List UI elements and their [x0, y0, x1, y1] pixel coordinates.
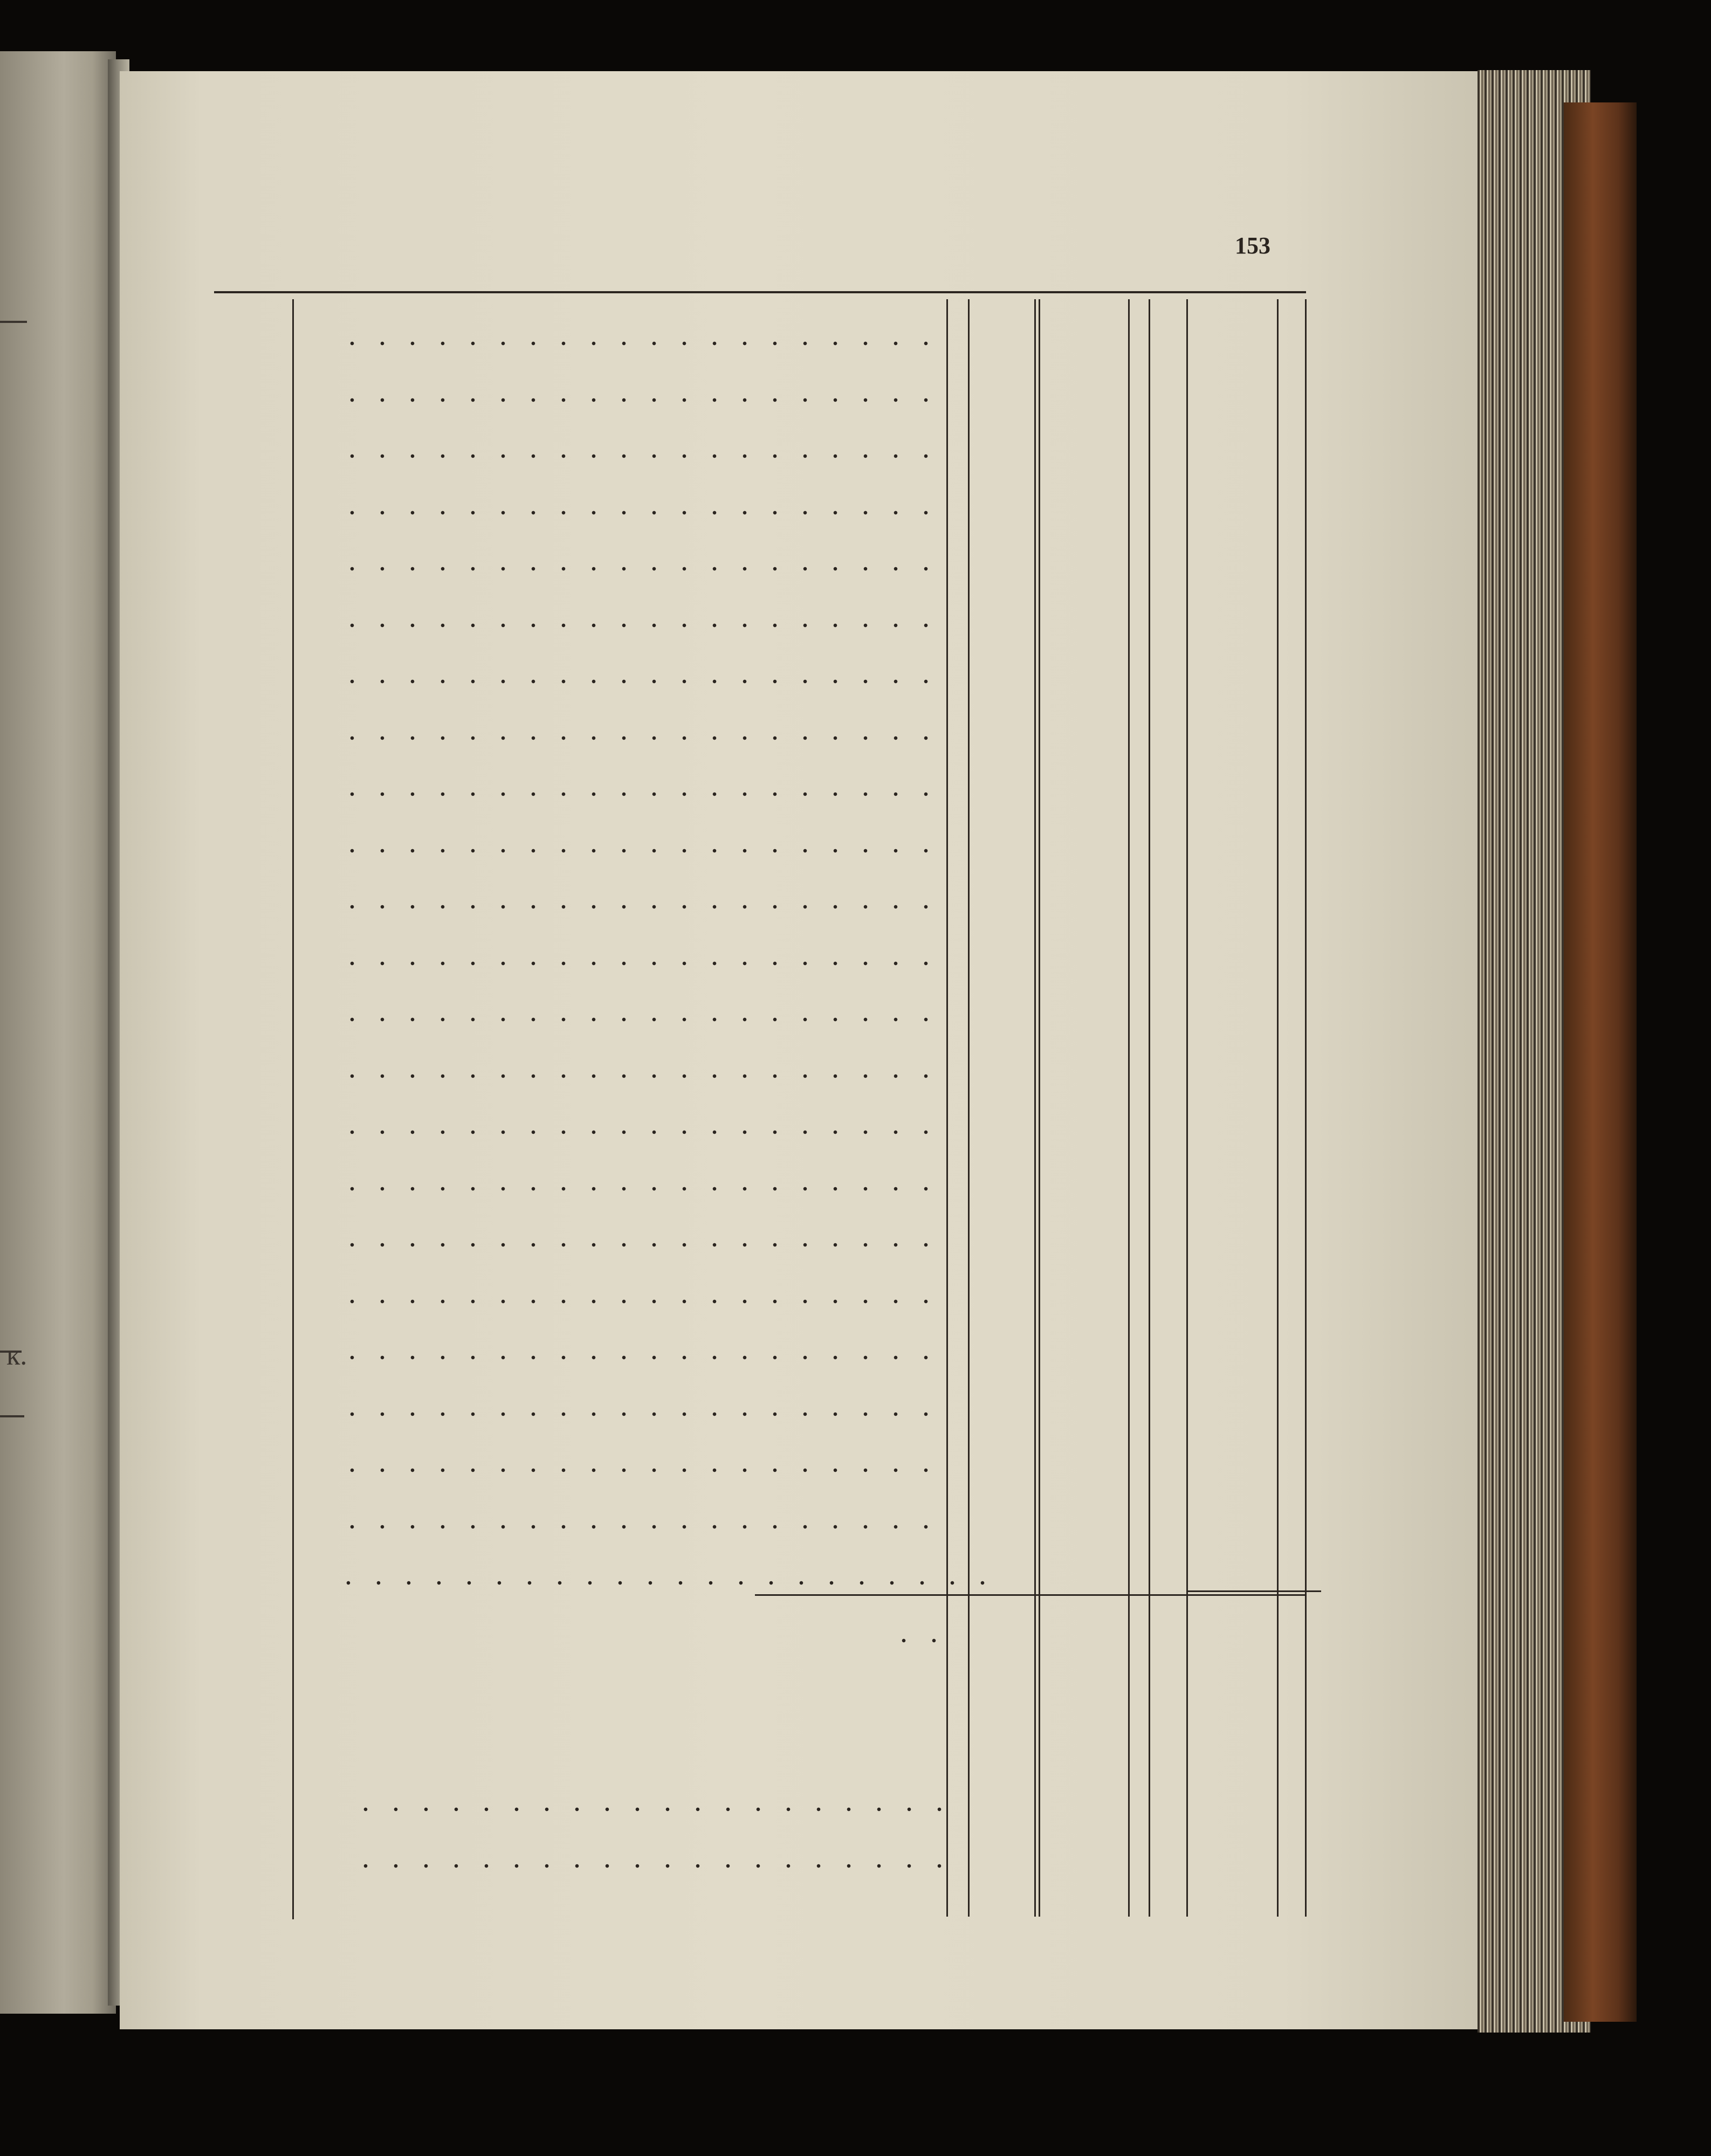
subtotal-rule-right — [1186, 1590, 1321, 1592]
left-page — [0, 51, 116, 2014]
column-rule — [1305, 299, 1307, 1917]
column-rule — [1034, 299, 1036, 1917]
dot-leader — [340, 1186, 941, 1191]
left-page-rule — [0, 1415, 24, 1417]
dot-leader — [340, 510, 941, 515]
dot-leader — [340, 453, 941, 459]
dot-leader — [340, 1242, 941, 1248]
column-rule — [1039, 299, 1040, 1917]
left-page-rule — [0, 321, 27, 323]
column-rule — [1128, 299, 1130, 1917]
dot-leader — [340, 848, 941, 853]
dot-leader — [340, 961, 941, 966]
dot-leader — [359, 1807, 954, 1812]
dot-leader — [340, 1017, 941, 1022]
column-rule — [968, 299, 970, 1917]
dot-leader — [340, 735, 941, 741]
dot-leader — [340, 397, 941, 403]
table-top-rule — [214, 291, 1306, 293]
column-rule — [292, 299, 294, 1919]
dot-leader — [340, 1073, 941, 1079]
dot-leader — [340, 1129, 941, 1135]
dot-leader — [340, 904, 941, 910]
dot-leader — [340, 623, 941, 628]
dot-leader — [340, 1468, 941, 1473]
dot-leader — [340, 1411, 941, 1417]
left-page-fragment: к. — [6, 1340, 28, 1371]
page — [120, 71, 1489, 2029]
dot-leader — [340, 1299, 941, 1304]
book-cover — [1564, 102, 1637, 2022]
column-rule — [1277, 299, 1279, 1917]
dot-leader — [340, 1580, 998, 1586]
dot-leader — [359, 1863, 954, 1869]
subtotal-rule — [755, 1594, 1305, 1596]
dot-leader — [340, 566, 941, 571]
column-rule — [946, 299, 948, 1917]
dot-leader — [340, 341, 941, 346]
dot-leader — [340, 1524, 941, 1530]
dot-leader — [340, 1355, 941, 1360]
dot-leader — [340, 679, 941, 684]
column-rule — [1149, 299, 1150, 1917]
column-rule — [1186, 299, 1188, 1917]
dot-leader — [884, 1638, 949, 1643]
page-number: 153 — [1235, 232, 1270, 259]
dot-leader — [340, 791, 941, 797]
